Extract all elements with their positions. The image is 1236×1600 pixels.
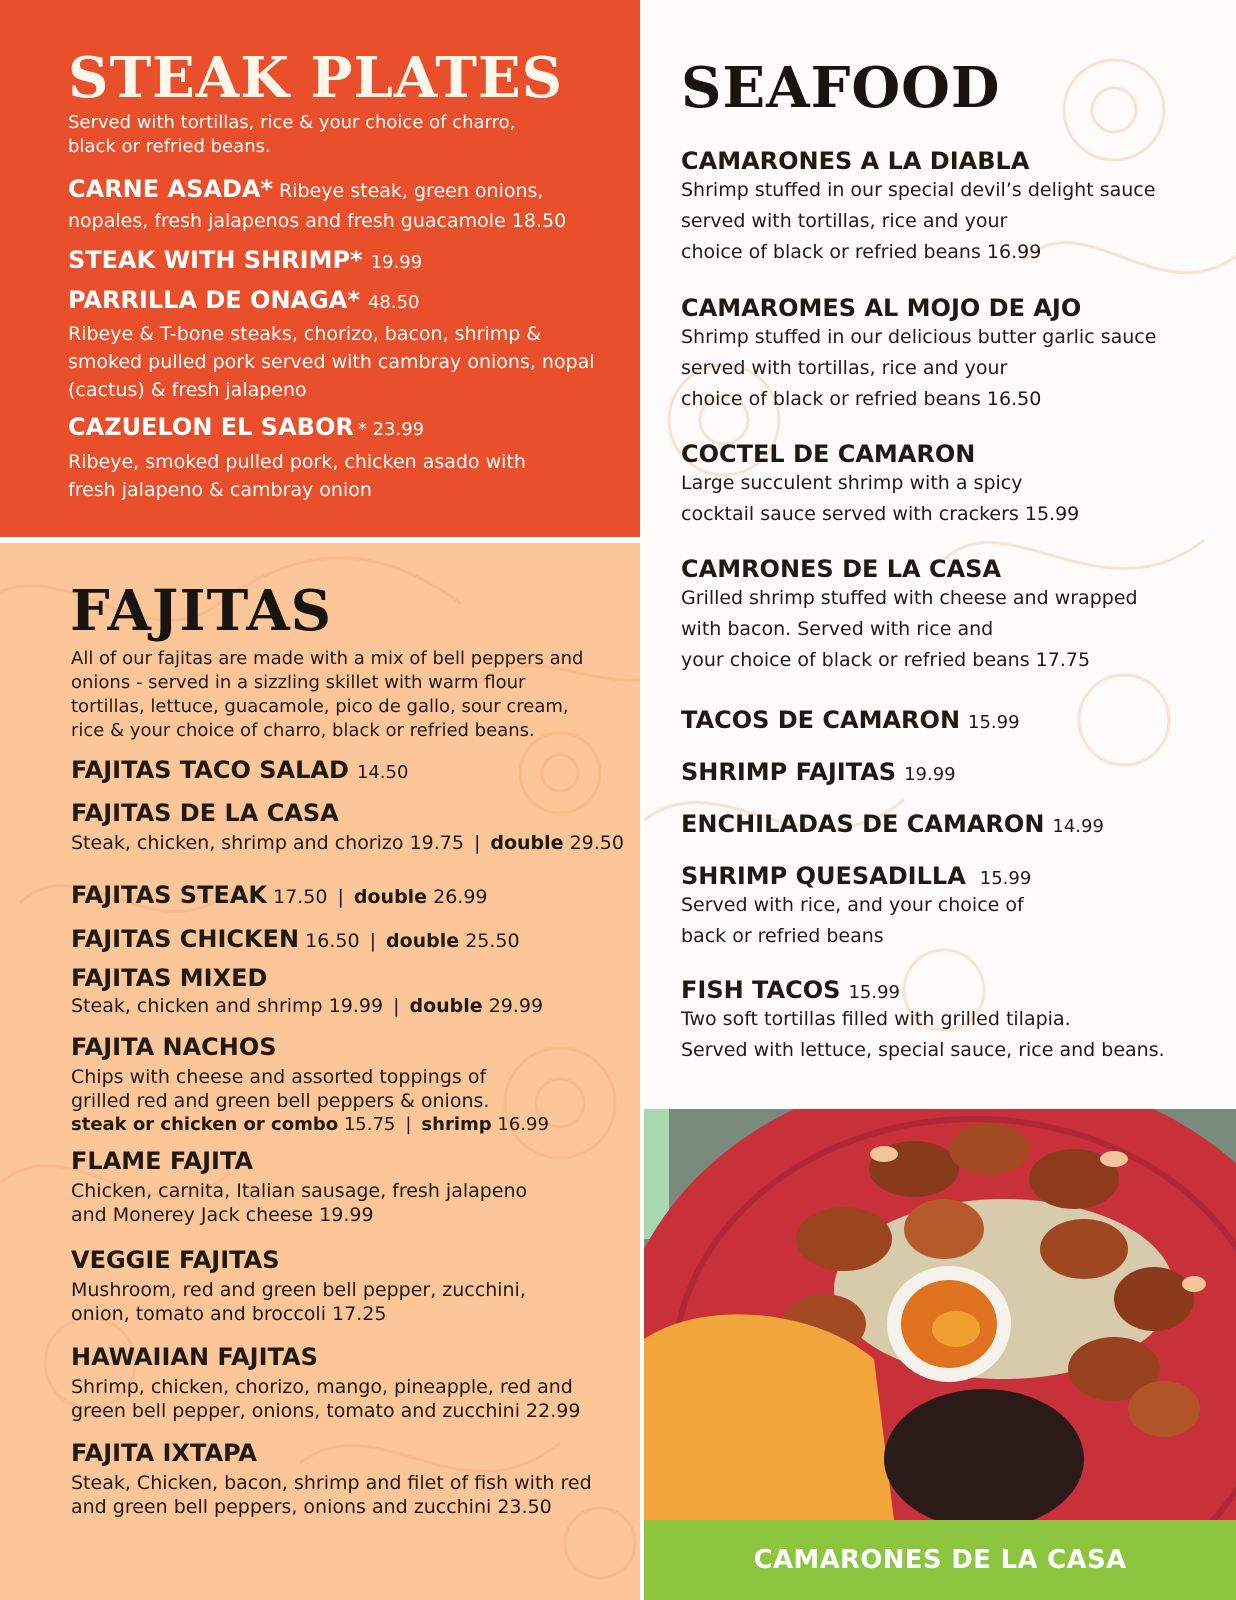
coctel-camaron-name: COCTEL DE CAMARON (681, 440, 976, 468)
carne-asada-item (68, 174, 588, 236)
flame-fajita-desc-1: Chicken, carnita, Italian sausage, fresh jalapeno (71, 1180, 528, 1202)
fajitas-chicken-price: 16.50 (305, 930, 360, 952)
carne-asada-desc-1: Ribeye steak, green onions, (279, 180, 544, 202)
fajita-ixtapa-desc-1: Steak, Chicken, bacon, shrimp and filet of fish with red (71, 1472, 592, 1494)
fajita-ixtapa-desc-2: and green bell peppers, onions and zucchini (71, 1496, 492, 1518)
fajitas-mixed-item (71, 964, 543, 1018)
steak-with-shrimp-price: 19.99 (370, 252, 423, 273)
enchiladas-camaron-name: ENCHILADAS DE CAMARON (681, 810, 1045, 838)
camaromes-mojo-item (681, 294, 1156, 415)
camaromes-mojo-desc-3: choice of black or refried beans (681, 388, 981, 410)
fajita-nachos-item (71, 1033, 551, 1137)
fish-tacos-name: FISH TACOS (681, 976, 841, 1004)
fajitas-heading: FAJITAS (70, 578, 333, 644)
fajitas-steak-name: FAJITAS STEAK (71, 881, 268, 909)
camaromes-mojo-desc-1: Shrimp stuffed in our delicious butter garlic sauce (681, 326, 1157, 348)
fajitas-steak-price: 17.50 (273, 886, 328, 908)
coctel-camaron-item (681, 440, 1079, 530)
double-label: double (385, 930, 460, 952)
separator: | (337, 886, 344, 908)
fajitas-mixed-double-price: 29.99 (488, 995, 544, 1017)
food-photo (644, 1109, 1236, 1520)
veggie-fajitas-item (71, 1246, 526, 1326)
sauce-highlight (932, 1311, 980, 1347)
steak-with-shrimp-item (68, 246, 422, 274)
parrilla-desc: Ribeye & T-bone steaks, chorizo, bacon, shrimp & smoked pulled pork served with cambray onions, nopal (cactus) & fresh jalapeno (68, 323, 595, 401)
camarones-diabla-name: CAMARONES A LA DIABLA (681, 147, 1030, 175)
flame-fajita-price: 19.99 (319, 1204, 374, 1226)
nachos-option2-label: shrimp (421, 1114, 492, 1135)
coctel-camaron-desc-2-line (681, 499, 1079, 530)
shrimp-quesadilla-name: SHRIMP QUESADILLA (681, 862, 966, 890)
taco-salad-price: 14.50 (356, 762, 409, 783)
camrones-casa-desc-1: Grilled shrimp stuffed with cheese and wrapped (681, 587, 1138, 609)
carne-asada-name: CARNE ASADA* (68, 175, 273, 203)
camrones-casa-item (681, 555, 1138, 676)
fajita-ixtapa-item (71, 1439, 592, 1519)
parrilla-item (68, 286, 419, 314)
veggie-fajitas-price: 17.25 (332, 1303, 387, 1325)
camaromes-mojo-price: 16.50 (986, 388, 1042, 410)
parrilla-price: 48.50 (367, 292, 420, 313)
separator: | (405, 1114, 412, 1135)
camaromes-mojo-desc-2: served with tortillas, rice and your (681, 357, 1008, 379)
fish-tacos-desc-1: Two soft tortillas filled with grilled tilapia. (681, 1008, 1071, 1030)
camarones-diabla-price: 16.99 (986, 241, 1042, 263)
nachos-option1-label: steak or chicken or combo (71, 1114, 339, 1135)
steak-with-shrimp-name: STEAK WITH SHRIMP* (68, 246, 363, 274)
camrones-casa-desc-3-line (681, 645, 1138, 676)
separator: | (473, 832, 481, 854)
flame-fajita-item (71, 1147, 527, 1227)
fajita-nachos-name: FAJITA NACHOS (71, 1033, 277, 1061)
double-label: double (353, 886, 428, 908)
shrimp-quesadilla-desc-2: back or refried beans (681, 925, 884, 947)
seafood-section (644, 0, 1236, 1109)
hawaiian-fajitas-name: HAWAIIAN FAJITAS (71, 1343, 318, 1371)
fajitas-de-la-casa-desc: Steak, chicken, shrimp and chorizo (71, 832, 404, 854)
shrimp-quesadilla-item (681, 862, 1031, 952)
double-label: double (409, 995, 483, 1017)
parrilla-name: PARRILLA DE ONAGA* (68, 286, 360, 314)
fajitas-mixed-desc: Steak, chicken and shrimp (71, 995, 323, 1017)
coctel-camaron-desc-2: cocktail sauce served with crackers (681, 503, 1019, 525)
enchiladas-camaron-price: 14.99 (1052, 816, 1104, 837)
camarones-diabla-desc-2: served with tortillas, rice and your (681, 210, 1008, 232)
fajita-ixtapa-desc-2-line (71, 1495, 592, 1519)
photo-caption: CAMARONES DE LA CASA (644, 1520, 1236, 1600)
fajitas-steak-double-price: 26.99 (433, 886, 488, 908)
fajitas-section (0, 543, 640, 1600)
nachos-option1-price: 15.75 (343, 1114, 396, 1135)
camrones-casa-price: 17.75 (1035, 649, 1091, 671)
fajitas-de-la-casa-double-price: 29.50 (569, 832, 624, 854)
carne-asada-desc-2: nopales, fresh jalapenos and fresh guacamole (68, 210, 506, 232)
tacos-camaron-item (681, 706, 1020, 734)
double-label: double (490, 832, 564, 854)
coctel-camaron-desc-1: Large succulent shrimp with a spicy (681, 472, 1023, 494)
camarones-diabla-desc-1: Shrimp stuffed in our special devil’s delight sauce (681, 179, 1156, 201)
fajitas-steak-item (71, 881, 488, 909)
carne-asada-price: 18.50 (511, 210, 567, 232)
hawaiian-fajitas-price: 22.99 (526, 1400, 581, 1422)
camaromes-mojo-desc-3-line (681, 384, 1156, 415)
enchiladas-camaron-item (681, 810, 1104, 838)
fajitas-chicken-double-price: 25.50 (465, 930, 520, 952)
steak-plates-section (0, 0, 640, 537)
fajitas-mixed-price: 19.99 (328, 995, 384, 1017)
fajita-nachos-desc: Chips with cheese and assorted toppings of grilled red and green bell peppers & onions. (71, 1066, 490, 1112)
veggie-fajitas-desc-2-line (71, 1302, 526, 1326)
fajitas-mixed-name: FAJITAS MIXED (71, 964, 268, 992)
hawaiian-fajitas-desc-2-line (71, 1399, 580, 1423)
fajita-ixtapa-price: 23.50 (497, 1496, 552, 1518)
fajitas-chicken-item (71, 925, 520, 953)
hawaiian-fajitas-desc-1: Shrimp, chicken, chorizo, mango, pineapple, red and (71, 1376, 573, 1398)
separator: | (369, 930, 376, 952)
shrimp-fajitas-name: SHRIMP FAJITAS (681, 758, 897, 786)
camarones-diabla-desc-3: choice of black or refried beans (681, 241, 981, 263)
veggie-fajitas-name: VEGGIE FAJITAS (71, 1246, 280, 1274)
fajitas-de-la-casa-item (71, 799, 624, 855)
separator: | (393, 995, 400, 1017)
fish-tacos-item (681, 976, 1165, 1066)
camarones-diabla-desc-3-line (681, 237, 1155, 268)
hawaiian-fajitas-item (71, 1343, 580, 1423)
steak-plates-heading: STEAK PLATES (68, 45, 564, 111)
nachos-option2-price: 16.99 (497, 1114, 549, 1135)
steak-plates-intro: Served with tortillas, rice & your choice of charro, black or refried beans. (68, 112, 516, 157)
fajitas-intro: All of our fajitas are made with a mix of bell peppers and onions - served in a sizzling skillet with warm flour tortillas, lettuce, guacamole, pico de gallo, sour cream, rice & your choice of charro, black or refried beans. (71, 648, 584, 741)
flame-fajita-desc-2: and Monerey Jack cheese (71, 1204, 314, 1226)
camrones-casa-name: CAMRONES DE LA CASA (681, 555, 1002, 583)
cazuelon-name: CAZUELON EL SABOR (68, 413, 354, 441)
fajita-ixtapa-name: FAJITA IXTAPA (71, 1439, 257, 1467)
camrones-casa-desc-3: your choice of black or refried beans (681, 649, 1030, 671)
fajita-nachos-options (71, 1113, 551, 1137)
flame-fajita-name: FLAME FAJITA (71, 1147, 254, 1175)
taco-salad-item (71, 756, 408, 784)
fajitas-de-la-casa-line (71, 831, 624, 855)
seafood-heading: SEAFOOD (681, 55, 1001, 121)
cazuelon-price: * 23.99 (357, 419, 425, 440)
fish-tacos-price: 15.99 (848, 982, 900, 1003)
fajitas-de-la-casa-name: FAJITAS DE LA CASA (71, 799, 339, 827)
tacos-camaron-name: TACOS DE CAMARON (681, 706, 961, 734)
camrones-casa-desc-2: with bacon. Served with rice and (681, 618, 994, 640)
shrimp-quesadilla-desc-1: Served with rice, and your choice of (681, 894, 1024, 916)
shrimp-fajitas-price: 19.99 (904, 764, 956, 785)
fajitas-chicken-name: FAJITAS CHICKEN (71, 925, 300, 953)
coctel-camaron-price: 15.99 (1024, 503, 1080, 525)
flame-fajita-desc-2-line (71, 1203, 527, 1227)
cazuelon-desc: Ribeye, smoked pulled pork, chicken asado with fresh jalapeno & cambray onion (68, 451, 526, 501)
camarones-diabla-item (681, 147, 1155, 268)
taco-salad-name: FAJITAS TACO SALAD (71, 756, 349, 784)
camaromes-mojo-name: CAMAROMES AL MOJO DE AJO (681, 294, 1082, 322)
shrimp-quesadilla-price: 15.99 (979, 868, 1032, 889)
cazuelon-item (68, 413, 424, 441)
camarones-plate-illustration (644, 1109, 1236, 1520)
veggie-fajitas-desc-1: Mushroom, red and green bell pepper, zucchini, (71, 1279, 526, 1301)
fajitas-mixed-line (71, 994, 543, 1018)
veggie-fajitas-desc-2: onion, tomato and broccoli (71, 1303, 326, 1325)
hawaiian-fajitas-desc-2: green bell pepper, onions, tomato and zucchini (71, 1400, 520, 1422)
fish-tacos-desc-2: Served with lettuce, special sauce, rice and beans. (681, 1039, 1165, 1061)
tacos-camaron-price: 15.99 (968, 712, 1020, 733)
fajitas-de-la-casa-price: 19.75 (409, 832, 464, 854)
shrimp-fajitas-item (681, 758, 956, 786)
